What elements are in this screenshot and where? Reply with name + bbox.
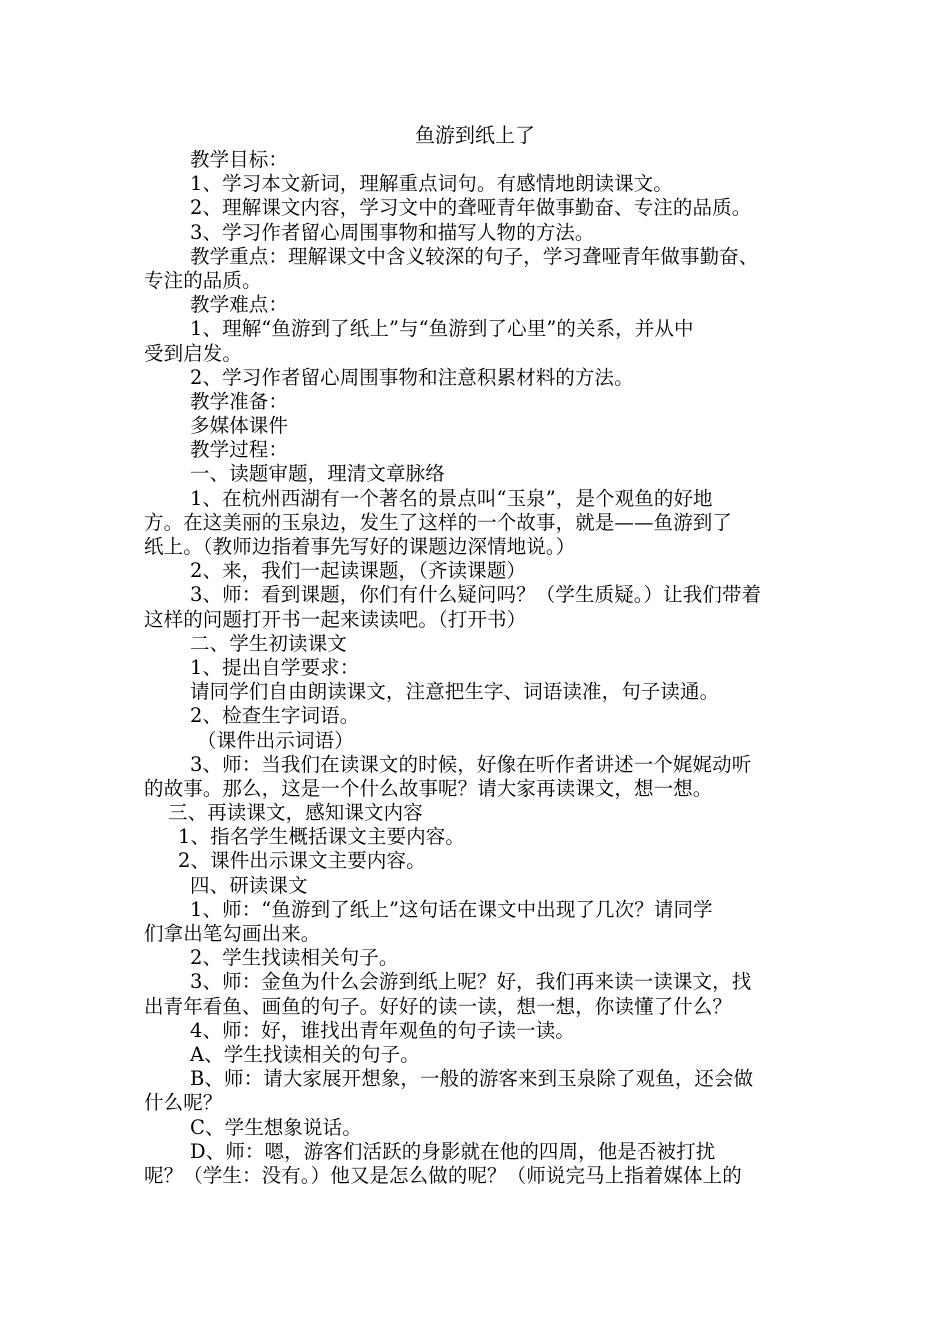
text-line: 四、研读课文 <box>190 873 308 897</box>
text-line: 1、理解“鱼游到了纸上”与“鱼游到了心里”的关系，并从中 <box>190 317 694 341</box>
text-line: 1、学习本文新词，理解重点词句。有感情地朗读课文。 <box>190 172 673 196</box>
text-line: 一、读题审题，理清文章脉络 <box>190 462 445 486</box>
text-line: 4、师：好，谁找出青年观鱼的句子读一读。 <box>190 1018 575 1042</box>
text-line: 受到启发。 <box>144 341 243 365</box>
text-line: 3、师：金鱼为什么会游到纸上呢？好，我们再来读一读课文，找 <box>190 970 752 994</box>
text-line: 教学难点： <box>190 293 289 317</box>
text-line: 的故事。那么，这是一个什么故事呢？请大家再读课文，想一想。 <box>144 776 713 800</box>
text-line: 教学过程： <box>190 438 289 462</box>
text-line: 1、在杭州西湖有一个著名的景点叫“玉泉”，是个观鱼的好地 <box>190 486 713 510</box>
text-line: 2、来，我们一起读课题，（齐读课题） <box>190 559 526 583</box>
text-line: 2、学生找读相关句子。 <box>190 946 399 970</box>
text-line: 教学重点：理解课文中含义较深的句子，学习聋哑青年做事勤奋、 <box>190 244 759 268</box>
text-line: 什么呢？ <box>144 1091 223 1115</box>
text-line: 3、师：看到课题，你们有什么疑问吗？（学生质疑。）让我们带着 <box>190 583 762 607</box>
text-line: 3、师：当我们在读课文的时候，好像在听作者讲述一个娓娓动听 <box>190 752 752 776</box>
text-line: 2、理解课文内容，学习文中的聋哑青年做事勤奋、专注的品质。 <box>190 196 752 220</box>
text-line: 教学准备： <box>190 389 289 413</box>
text-line: 请同学们自由朗读课文，注意把生字、词语读准，句子读通。 <box>190 680 720 704</box>
text-line: 1、提出自学要求： <box>190 655 360 679</box>
text-line: 2、课件出示课文主要内容。 <box>178 849 426 873</box>
text-line: 这样的问题打开书一起来读读吧。（打开书） <box>144 607 527 631</box>
text-line: （课件出示词语） <box>197 728 354 752</box>
text-line: 们拿出笔勾画出来。 <box>144 922 321 945</box>
text-line: 专注的品质。 <box>144 268 262 292</box>
text-line: 多媒体课件 <box>190 414 289 438</box>
text-line: 2、检查生字词语。 <box>190 704 360 728</box>
text-line: A、学生找读相关的句子。 <box>190 1042 420 1066</box>
text-line: B、师：请大家展开想象，一般的游客来到玉泉除了观鱼，还会做 <box>190 1067 754 1091</box>
text-line: 3、学习作者留心周围事物和描写人物的方法。 <box>190 220 595 244</box>
text-line: 呢？（学生：没有。）他又是怎么做的呢？（师说完马上指着媒体上的 <box>144 1163 742 1187</box>
text-line: D、师：嗯，游客们活跃的身影就在他的四周，他是否被打扰 <box>190 1139 716 1163</box>
text-line: 三、再读课文，感知课文内容 <box>168 801 423 825</box>
text-line: 出青年看鱼、画鱼的句子。好好的读一读，想一想，你读懂了什么？ <box>144 994 733 1018</box>
document-body <box>144 148 814 1188</box>
text-line: 二、学生初读课文 <box>190 631 347 655</box>
text-line: C、学生想象说话。 <box>190 1115 362 1139</box>
text-line: 方。在这美丽的玉泉边，发生了这样的一个故事，就是——鱼游到了 <box>144 510 733 534</box>
text-line: 纸上。（教师边指着事先写好的课题边深情地说。） <box>144 535 576 558</box>
document-title: 鱼游到纸上了 <box>415 123 535 147</box>
text-line: 教学目标： <box>190 148 289 171</box>
text-line: 2、学习作者留心周围事物和注意积累材料的方法。 <box>190 365 634 389</box>
text-line: 1、指名学生概括课文主要内容。 <box>178 825 465 849</box>
text-line: 1、师：“鱼游到了纸上”这句话在课文中出现了几次？请同学 <box>190 897 713 921</box>
